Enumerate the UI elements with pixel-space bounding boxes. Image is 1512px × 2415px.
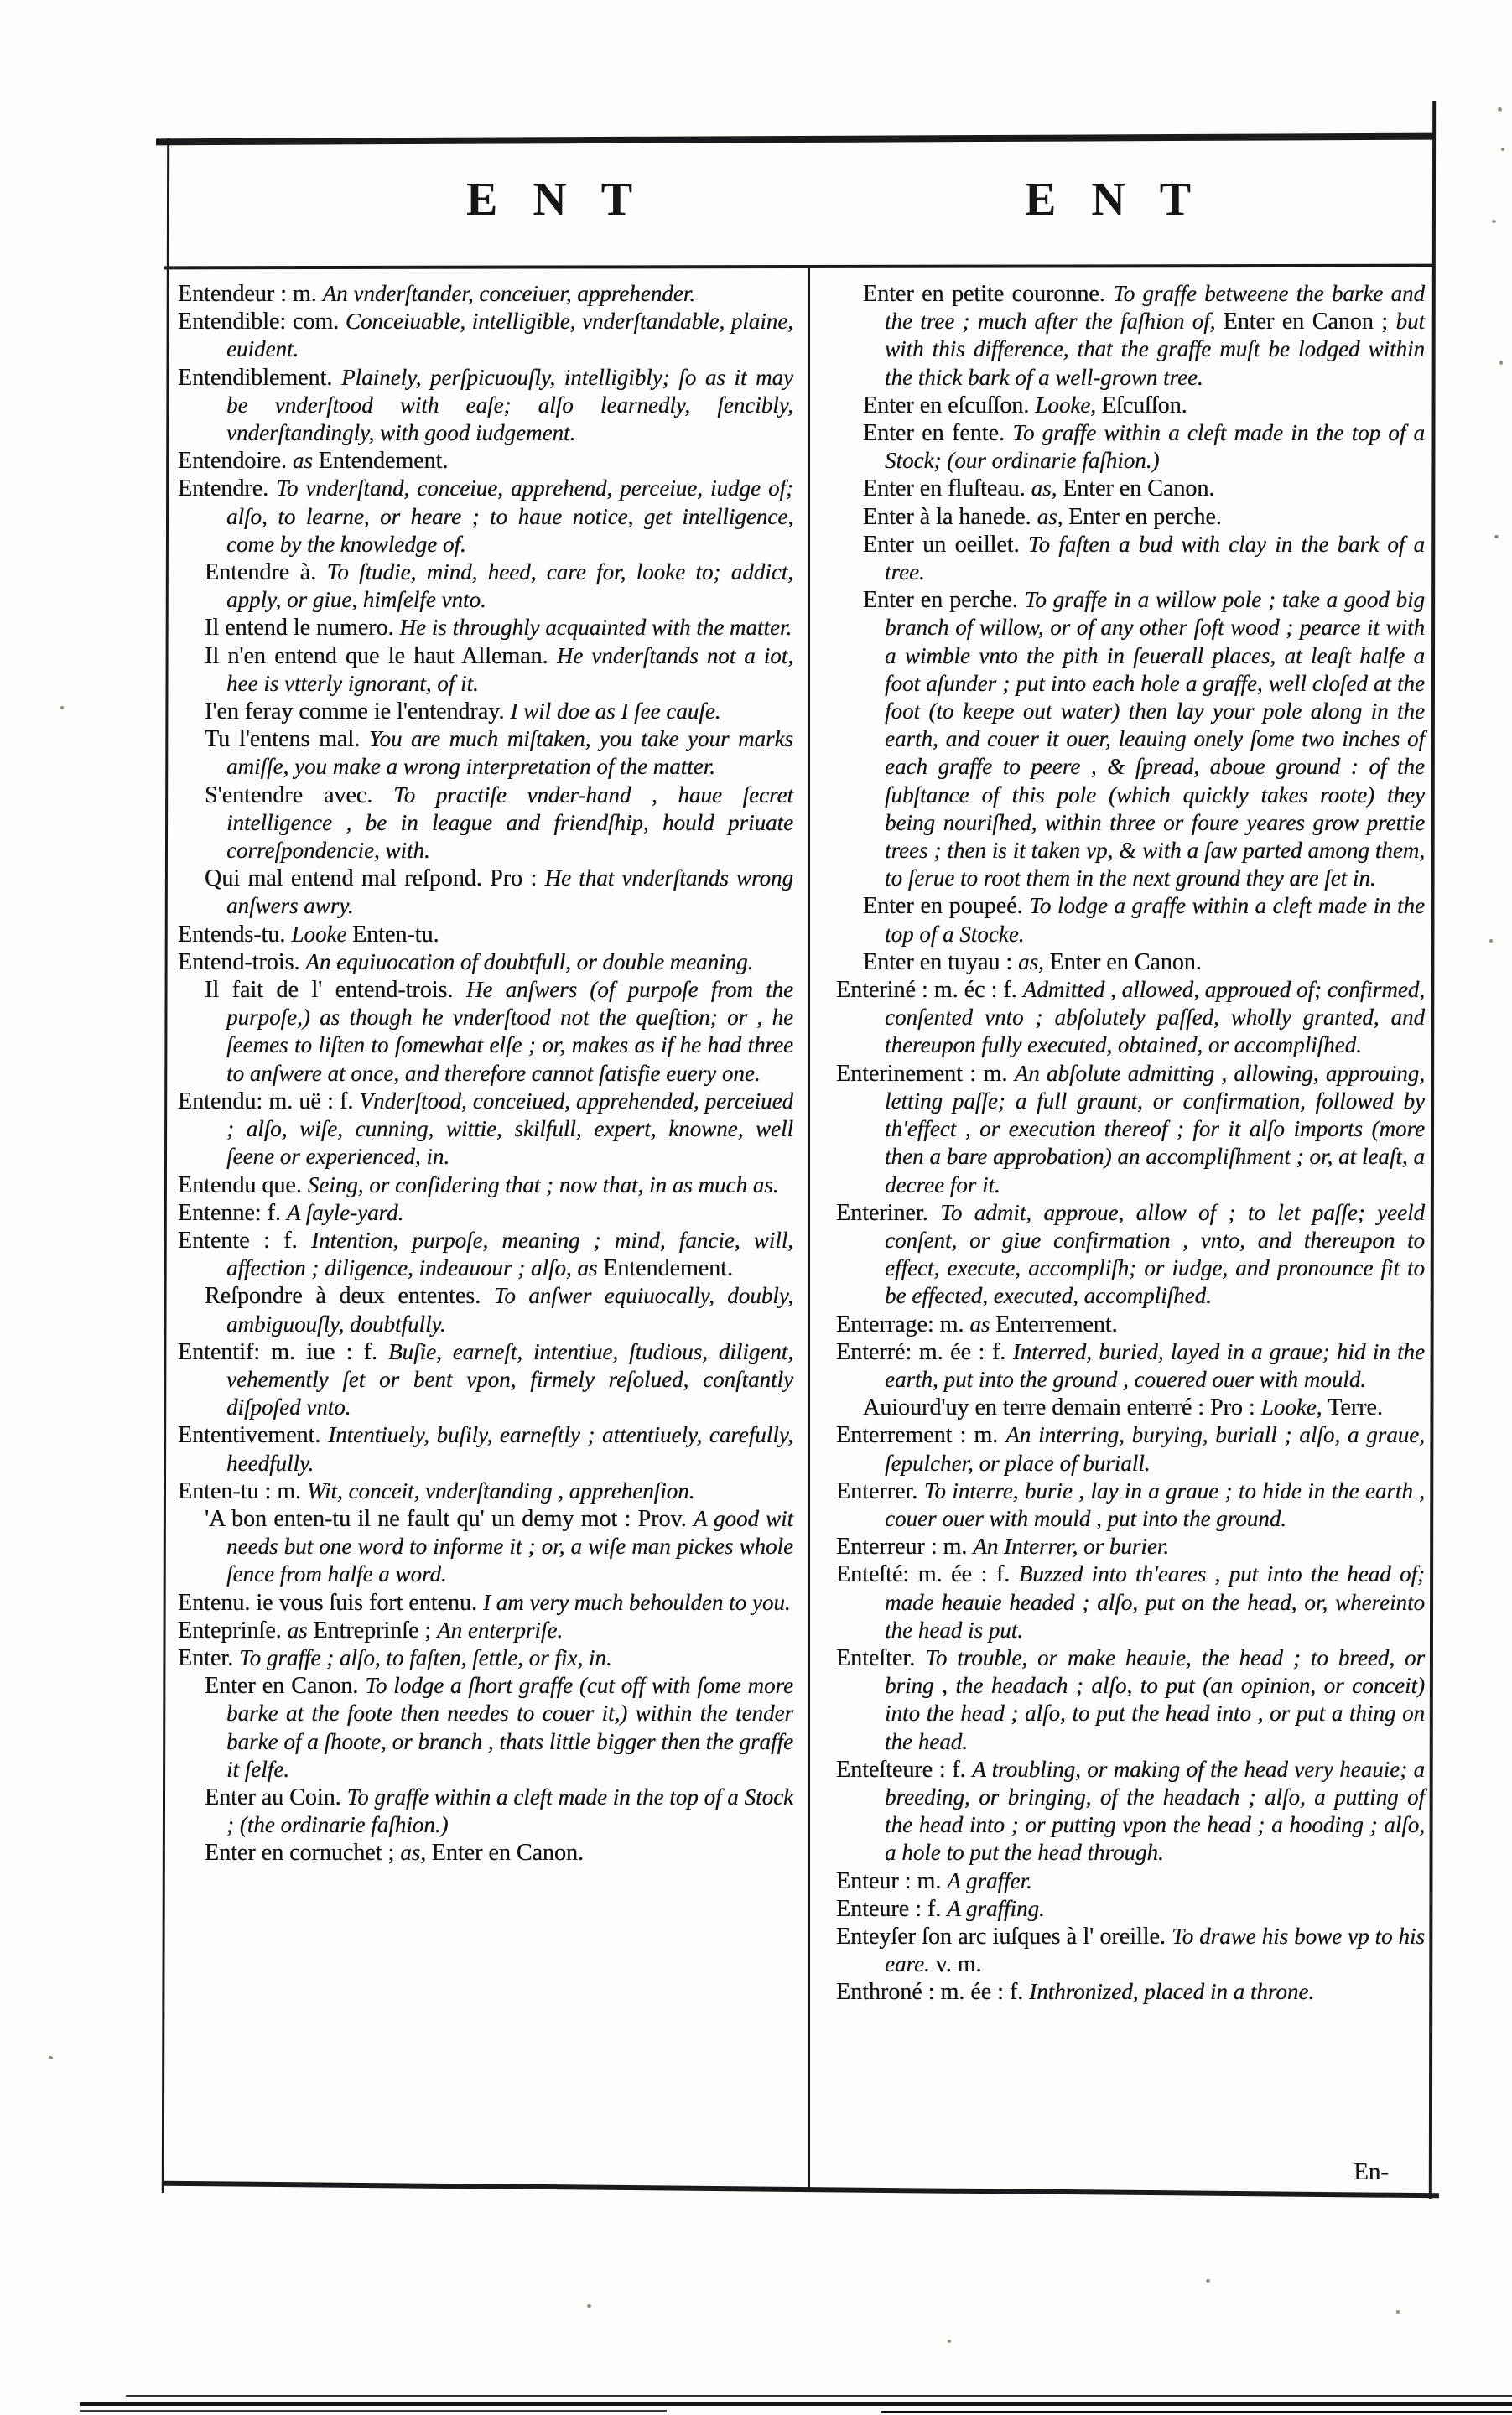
dictionary-entry (178, 1088, 793, 1171)
dictionary-entry (178, 865, 793, 920)
page-bottom-edge-line (80, 2402, 1512, 2406)
dictionary-entry (178, 1171, 793, 1199)
dictionary-entry (178, 782, 793, 865)
definition-text: Interred, buried, layed in a graue; hid in the earth, put into the ground , couered ouer with mould. (885, 1338, 1425, 1392)
definition-text: An abſolute admitting , allowing, approuing, letting paſſe; a full graunt, or confirmation, followed by th'effect , or execution thereof ; for it alſo imports (more then a bare approbation) an accompliſhment ; or, at leaſt, a decree for it. (885, 1060, 1425, 1197)
definition-text: To graffe betweene the barke and the tree ; much after the faſhion of, (885, 281, 1425, 335)
headword-text: Enter en Canon. (205, 1673, 366, 1700)
dictionary-entry (178, 1338, 793, 1422)
definition-text: but with this difference, that the graffe muſt be lodged within the thick bark of a well-grown tree. (885, 309, 1425, 390)
dictionary-entry (178, 475, 793, 558)
ink-speck (1492, 220, 1496, 223)
headword-text: Entenne: f. (178, 1199, 287, 1226)
dictionary-entry (178, 280, 793, 308)
headword-text: Enter en perche. (1068, 503, 1222, 530)
headword-text: 'A bon enten-tu il ne fault qu' un demy mot : Prov. (205, 1505, 694, 1532)
ink-speck (587, 2304, 591, 2308)
dictionary-entry (836, 419, 1425, 475)
dictionary-entry (836, 531, 1425, 586)
dictionary-entry (178, 558, 793, 614)
definition-text: Conceiuable, intelligible, vnderſtandable, plaine, euident. (226, 309, 793, 362)
headword-text: Enter en Canon ; (1223, 309, 1396, 335)
dictionary-entry (178, 1199, 793, 1227)
dictionary-entry (836, 392, 1425, 419)
definition-text: To trouble, or make heauie, the head ; to breed, or bring , the headach ; alſo, to put (an opinion, or conceit) into the head ; alſo, to put the head into , or put a thing on the head. (885, 1644, 1425, 1754)
headword-text: Enter en Canon. (1049, 948, 1202, 975)
headword-text: Enteriné : m. éc : f. (836, 977, 1023, 1004)
headword-text: I'en feray comme ie l'entendray. (205, 699, 511, 725)
definition-text: Seing, or conſidering that ; now that, in as much as. (307, 1171, 779, 1197)
definition-text: I am very much behoulden to you. (482, 1589, 791, 1615)
dictionary-entry (836, 475, 1425, 502)
headword-text: Enterinement : m. (836, 1060, 1015, 1087)
ink-speck (49, 2056, 53, 2059)
headword-text: Entendu que. (178, 1171, 308, 1198)
dictionary-entry (836, 1561, 1425, 1644)
definition-text: Looke (291, 921, 353, 947)
headword-text: Enter en Canon. (431, 1840, 584, 1867)
dictionary-entry (836, 1895, 1425, 1923)
dictionary-entry (178, 921, 793, 948)
headword-text: Enteprinſe. (178, 1617, 288, 1644)
definition-text: To ſtudie, mind, heed, care for, looke to; addict, apply, or giue, himſelfe vnto. (226, 559, 793, 613)
headword-text: Ententif: m. iue : f. (178, 1338, 389, 1365)
definition-text: as (287, 1617, 314, 1643)
dictionary-entry (178, 1227, 793, 1282)
definition-text: Admitted , allowed, approued of; confirmed, conſented vnto ; abſolutely paſſed, wholly granted, and thereupon fully executed, obtained, or accompliſhed. (885, 977, 1426, 1058)
definition-text: To graffe ; alſo, to faſten, ſettle, or fix, in. (239, 1644, 612, 1670)
headword-text: Enter un oeillet. (863, 531, 1028, 558)
dictionary-entry (836, 503, 1425, 531)
dictionary-entry (178, 1282, 793, 1337)
definition-text: To graffe within a cleft made in the top of a Stock; (our ordinarie faſhion.) (885, 420, 1425, 474)
headword-text: Enteſter. (836, 1644, 926, 1671)
headword-text: Entreprinſe ; (313, 1617, 438, 1644)
headword-text: Eſcuſſon. (1101, 392, 1187, 418)
ink-speck (1206, 2279, 1210, 2283)
definition-text: A good wit needs but one word to informe it ; or, a wiſe man pickes whole ſence from halfe a word. (226, 1505, 793, 1587)
text-column-right (836, 280, 1425, 2007)
dictionary-entry (836, 1978, 1425, 2006)
headword-text: Enter en petite couronne. (863, 281, 1114, 307)
dictionary-entry (178, 1617, 793, 1644)
headword-text: Enterré: m. ée : f. (836, 1338, 1013, 1365)
headword-text: Enterrer. (836, 1478, 924, 1504)
definition-text: To vnderſtand, conceiue, apprehend, perceiue, iudge of; alſo, to learne, or heare ; to haue notice, get intelligence, come by the knowledge of. (226, 475, 793, 557)
headword-text: Enter en Canon. (1063, 475, 1215, 502)
dictionary-entry (178, 1784, 793, 1839)
definition-text: To lodge a graffe within a cleft made in the top of a Stocke. (885, 893, 1425, 947)
definition-text: A ſayle-yard. (286, 1199, 404, 1225)
headword-text: Entendre. (178, 475, 277, 502)
dictionary-entry (178, 642, 793, 698)
text-column-left (178, 280, 793, 1867)
headword-text: Tu l'entens mal. (205, 726, 369, 753)
headword-text: Entendible: com. (178, 309, 346, 335)
dictionary-entry (836, 1421, 1425, 1477)
headword-text: Enterreur : m. (836, 1534, 974, 1561)
headword-text: Entendu: m. uë : f. (178, 1088, 360, 1114)
definition-text: You are much miſtaken, you take your marks amiſſe, you make a wrong interpretation of the matter. (226, 726, 794, 780)
ink-speck (60, 706, 64, 709)
headword-text: Enter. (178, 1644, 240, 1671)
definition-text: An vnderſtander, conceiuer, apprehender. (322, 281, 696, 306)
dictionary-entry (178, 698, 793, 725)
definition-text: Looke, (1035, 392, 1102, 418)
dictionary-entry (178, 1672, 793, 1784)
definition-text: Vnderſtood, conceiued, apprehended, perceiued ; alſo, wiſe, cunning, wittie, skilfull, expert, knowne, well ſeene or experienced, in. (226, 1088, 794, 1170)
dictionary-entry (178, 1644, 793, 1672)
definition-text: as, (1031, 475, 1063, 501)
ink-speck (1396, 2310, 1400, 2314)
page-bottom-edge-line (881, 2411, 1512, 2413)
bottom-rule (163, 2181, 1439, 2199)
headword-text: Entendre à. (205, 559, 327, 586)
headword-text: Qui mal entend mal reſpond. Pro : (205, 865, 545, 892)
headword-text: Ententivement. (178, 1422, 329, 1449)
dictionary-entry (836, 1867, 1425, 1895)
headword-text: Enter en perche. (863, 587, 1025, 614)
definition-text: To faſten a bud with clay in the bark of a tree. (885, 531, 1425, 585)
headword-text: Enteyſer ſon arc iuſques à l' oreille. (836, 1923, 1172, 1950)
dictionary-entry (178, 1839, 793, 1867)
dictionary-entry (178, 1478, 793, 1505)
dictionary-entry (178, 308, 793, 363)
definition-text: Looke, (1260, 1394, 1328, 1420)
dictionary-entry (836, 1478, 1425, 1533)
dictionary-entry (836, 1060, 1425, 1199)
definition-text: as, (400, 1840, 432, 1866)
headword-text: Entendiblement. (178, 364, 342, 391)
headword-text: Enteur : m. (836, 1867, 948, 1894)
headword-text: Entenu. ie vous ſuis fort entenu. (178, 1589, 483, 1616)
definition-text: Intention, purpoſe, meaning ; mind, fancie, will, affection ; diligence, indeauour ; alſo, as (226, 1227, 794, 1281)
running-head-left: E N T (466, 174, 645, 226)
headword-text: Entendeur : m. (178, 281, 323, 307)
definition-text: as (969, 1311, 996, 1337)
ink-speck (1494, 535, 1499, 538)
headword-text: Enteſteure : f. (836, 1756, 973, 1783)
page-bottom-edge-line (126, 2395, 1512, 2397)
headword-text: Enter en fente. (863, 420, 1013, 447)
headword-text: Enter au Coin. (205, 1784, 347, 1810)
definition-text: He vnderſtands not a iot, hee is vtterly ignorant, of it. (226, 642, 793, 696)
definition-text: An equiuocation of doubtfull, or double meaning. (305, 948, 754, 974)
headword-text: Enterrement : m. (836, 1422, 1006, 1449)
catchword: En- (1354, 2158, 1389, 2185)
headword-text: S'entendre avec. (205, 782, 394, 808)
ink-speck (948, 2340, 951, 2343)
definition-text: Intentiuely, buſily, earneſtly ; attentiuely, carefully, heedfully. (226, 1422, 793, 1476)
definition-text: as, (1037, 503, 1069, 529)
headword-text: Enter à la hanede. (863, 503, 1037, 530)
dictionary-entry (836, 1923, 1425, 1978)
dictionary-entry (178, 1505, 793, 1589)
headword-text: Auiourd'uy en terre demain enterré : Pro : (863, 1394, 1261, 1421)
top-rule (156, 133, 1436, 146)
dictionary-entry (836, 1199, 1425, 1311)
headword-text: Entendoire. (178, 448, 293, 475)
dictionary-entry (836, 1394, 1425, 1421)
definition-text: Buſie, earneſt, intentiue, ſtudious, diligent, vehemently ſet or bent vpon, firmely reſolued, conſtantly diſpoſed vnto. (226, 1338, 794, 1420)
headword-text: Enteriner. (836, 1199, 941, 1226)
headword-text: Enter en tuyau : (863, 948, 1019, 975)
definition-text: To practiſe vnder-hand , haue ſecret intelligence , be in league and friendſhip, hould priuate correſpondencie, with. (226, 782, 793, 864)
headword-text: Enthroné : m. ée : f. (836, 1979, 1030, 2006)
headword-text: Enter en eſcuſſon. (863, 392, 1036, 418)
headword-text: Enter en cornuchet ; (205, 1840, 401, 1867)
definition-text: Buzzed into th'eares , put into the head of; made heauie headed ; alſo, put on the head, or, whereinto the head is put. (885, 1561, 1425, 1643)
dictionary-entry (836, 948, 1425, 976)
definition-text: To lodge a ſhort graffe (cut off with ſome more barke at the foote then needes to couer it,) within the tender barke of a ſhoote, or branch , thats little bigger then the graffe it ſelfe. (226, 1673, 793, 1782)
headword-text: Enter en poupeé. (863, 893, 1030, 920)
definition-text: To anſwer equiuocally, doubly, ambiguouſly, doubtfully. (226, 1283, 793, 1337)
definition-text: Plainely, perſpicuouſly, intelligibly; ſo as it may be vnderſtood with eaſe; alſo learnedly, ſencibly, vnderſtandingly, with good iudgement. (226, 364, 793, 446)
headword-text: Enten-tu. (352, 921, 439, 948)
dictionary-entry (178, 1589, 793, 1617)
definition-text: To graffe within a cleft made in the top of a Stock ; (the ordinarie faſhion.) (226, 1784, 793, 1838)
page-bottom-edge-line (80, 2410, 667, 2412)
dictionary-entry (178, 976, 793, 1088)
headword-text: Il n'en entend que le haut Alleman. (205, 642, 557, 669)
dictionary-entry (178, 1421, 793, 1477)
headword-text: Enterrage: m. (836, 1311, 970, 1337)
ink-speck (1501, 148, 1504, 151)
definition-text: An Interrer, or burier. (973, 1534, 1170, 1560)
definition-text: To graffe in a willow pole ; take a good big branch of willow, or of any other ſoft wood ; pearce it with a wimble vnto the pith in ſeuerall places, at leaſt halfe a foot aſunder ; put into each hole a graffe, well cloſed at the foot (to keepe out water) then lay your pole along in the earth, and couer it ouer, leauing onely ſome two inches of each graffe to peere , & ſpread, aboue ground : of the ſubſtance of this pole (which quickly takes roote) they being nouriſhed, within three or foure yeares grow prettie trees ; then is it taken vp, & with a ſaw parted among them, to ſerue to root them in the next ground they are ſet in. (885, 587, 1425, 891)
headword-text: Reſpondre à deux ententes. (205, 1283, 494, 1310)
headword-text: Entendement. (318, 448, 449, 475)
dictionary-entry (836, 1644, 1425, 1756)
right-border-rule (1429, 101, 1436, 2199)
ink-speck (1489, 939, 1493, 943)
definition-text: To admit, approue, allow of ; to let paſſe; yeeld conſent, or giue confirmation , vnto, and thereupon to effect, execute, accompliſh; or iudge, and pronounce fit to be effected, executed, accompliſhed. (885, 1199, 1426, 1309)
dictionary-entry (836, 892, 1425, 948)
definition-text: To drawe his bowe vp to his eare. (885, 1923, 1425, 1977)
headword-text: Enterrement. (995, 1311, 1118, 1337)
definition-text: A troubling, or making of the head very heauie; a breeding, or bringing, of the headach ; alſo, a putting of the head into ; or putting vpon the head ; a hooding ; alſo, a hole to put the head through. (885, 1756, 1425, 1866)
dictionary-entry (836, 1756, 1425, 1867)
dictionary-entry (178, 948, 793, 976)
definition-text: He that vnderſtands wrong anſwers awry. (226, 865, 793, 919)
definition-text: Inthronized, placed in a throne. (1029, 1979, 1315, 2005)
definition-text: as (292, 448, 319, 474)
dictionary-entry (178, 725, 793, 781)
headword-text: Terre. (1328, 1394, 1383, 1421)
headword-text: Entendement. (603, 1255, 733, 1282)
ink-speck (1498, 107, 1502, 112)
definition-text: I wil doe as I ſee cauſe. (510, 699, 721, 724)
dictionary-entry (836, 1311, 1425, 1338)
headword-text: Enteure : f. (836, 1895, 948, 1922)
headword-text: Entente : f. (178, 1227, 312, 1254)
dictionary-entry (836, 976, 1425, 1060)
running-head-right: E N T (1025, 174, 1203, 226)
dictionary-entry (836, 1533, 1425, 1561)
headword-text: Il entend le numero. (205, 615, 400, 641)
left-border-rule (162, 138, 169, 2193)
dictionary-entry (836, 280, 1425, 392)
headword-text: Entends-tu. (178, 921, 292, 948)
definition-text: An interring, burying, buriall ; alſo, a graue, ſepulcher, or place of buriall. (885, 1422, 1425, 1476)
header-underline-rule (164, 264, 1432, 270)
ink-speck (1499, 361, 1503, 365)
headword-text: Enter en fluſteau. (863, 475, 1031, 502)
definition-text: Wit, conceit, vnderſtanding , apprehenſion. (306, 1478, 695, 1504)
headword-text: v. m. (935, 1951, 982, 1978)
headword-text: Entend-trois. (178, 948, 306, 975)
definition-text: A graffing. (947, 1895, 1045, 1921)
definition-text: An enterpriſe. (437, 1617, 564, 1643)
definition-text: To interre, burie , lay in a graue ; to hide in the earth , couer ouer with mould , put into the ground. (885, 1478, 1425, 1531)
definition-text: He anſwers (of purpoſe from the purpoſe,) as though he vnderſtood not the queſtion; or , he ſeemes to liſten to ſomewhat elſe ; or, makes as if he had three to anſwere at once, and therefore cannot ſatisfie euery one. (226, 977, 793, 1086)
dictionary-entry (178, 447, 793, 475)
definition-text: He is throughly acquainted with the matter. (399, 615, 792, 641)
definition-text: A graffer. (947, 1867, 1032, 1893)
headword-text: Enteſté: m. ée : f. (836, 1561, 1019, 1588)
headword-text: Il fait de l' entend-trois. (205, 977, 466, 1004)
dictionary-entry (178, 364, 793, 448)
definition-text: as, (1018, 948, 1050, 974)
column-divider-rule (808, 267, 810, 2192)
dictionary-entry (178, 614, 793, 641)
dictionary-entry (836, 1338, 1425, 1394)
headword-text: Enten-tu : m. (178, 1478, 307, 1504)
dictionary-entry (836, 586, 1425, 892)
